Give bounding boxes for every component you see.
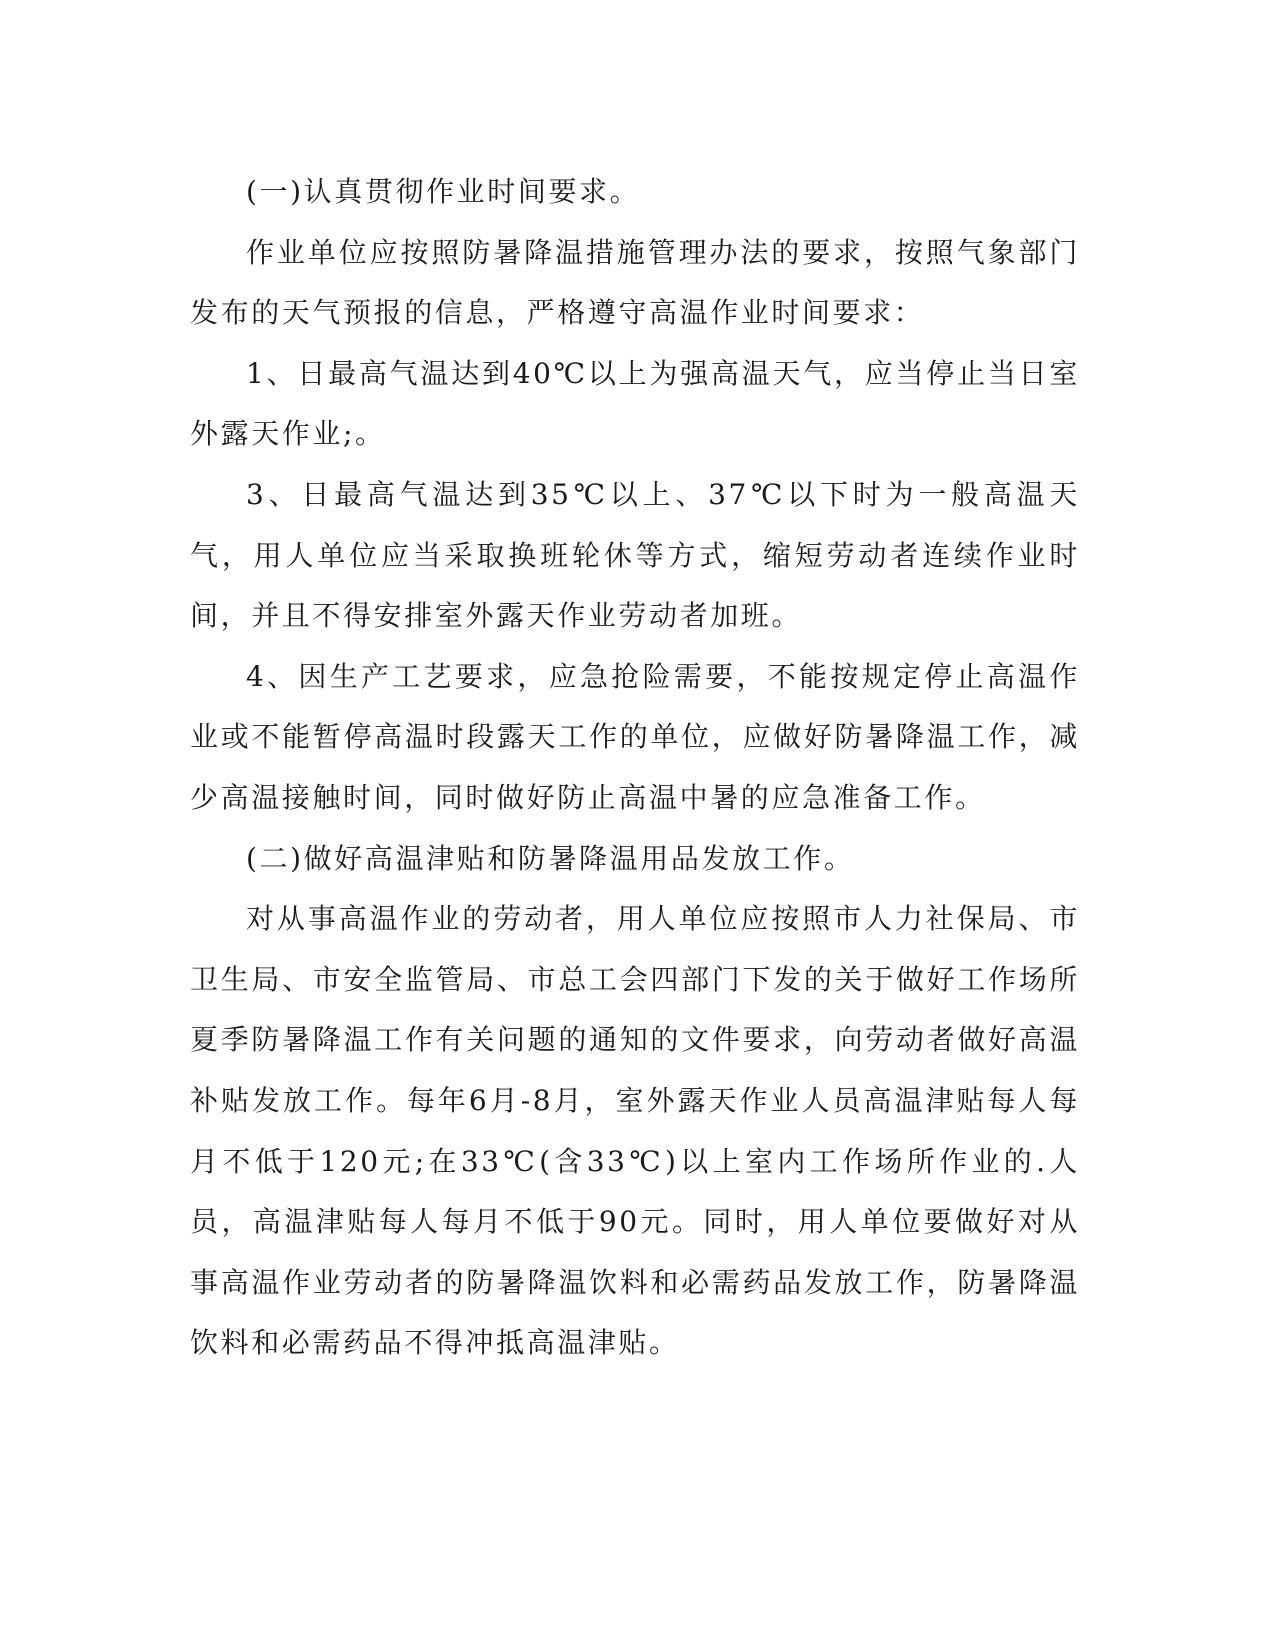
document-body <box>190 162 1080 1374</box>
paragraph-allowance: 对从事高温作业的劳动者，用人单位应按照市人力社保局、市卫生局、市安全监管局、市总工会四部门下发的关于做好工作场所夏季防暑降温工作有关问题的通知的文件要求，向劳动者做好高温补贴发放工作。每年6月-8月，室外露天作业人员高温津贴每人每月不低于120元;在33℃(含33℃)以上室内工作场所作业的.人员，高温津贴每人每月不低于90元。同时，用人单位要做好对从事高温作业劳动者的防暑降温饮料和必需药品发放工作，防暑降温饮料和必需药品不得冲抵高温津贴。 <box>190 902 1080 1360</box>
list-item-1: 1、日最高气温达到40℃以上为强高温天气，应当停止当日室外露天作业;。 <box>190 356 1080 451</box>
section-heading-work-time: (一)认真贯彻作业时间要求。 <box>246 175 641 208</box>
paragraph-work-time-intro: 作业单位应按照防暑降温措施管理办法的要求，按照气象部门发布的天气预报的信息，严格遵守高温作业时间要求： <box>190 235 1080 330</box>
section-heading-allowance: (二)做好高温津贴和防暑降温用品发放工作。 <box>246 841 855 875</box>
list-item-4: 4、因生产工艺要求，应急抢险需要，不能按规定停止高温作业或不能暂停高温时段露天工作的单位，应做好防暑降温工作，减少高温接触时间，同时做好防止高温中暑的应急准备工作。 <box>190 659 1080 814</box>
list-item-3: 3、日最高气温达到35℃以上、37℃以下时为一般高温天气，用人单位应当采取换班轮休等方式，缩短劳动者连续作业时间，并且不得安排室外露天作业劳动者加班。 <box>190 477 1080 633</box>
